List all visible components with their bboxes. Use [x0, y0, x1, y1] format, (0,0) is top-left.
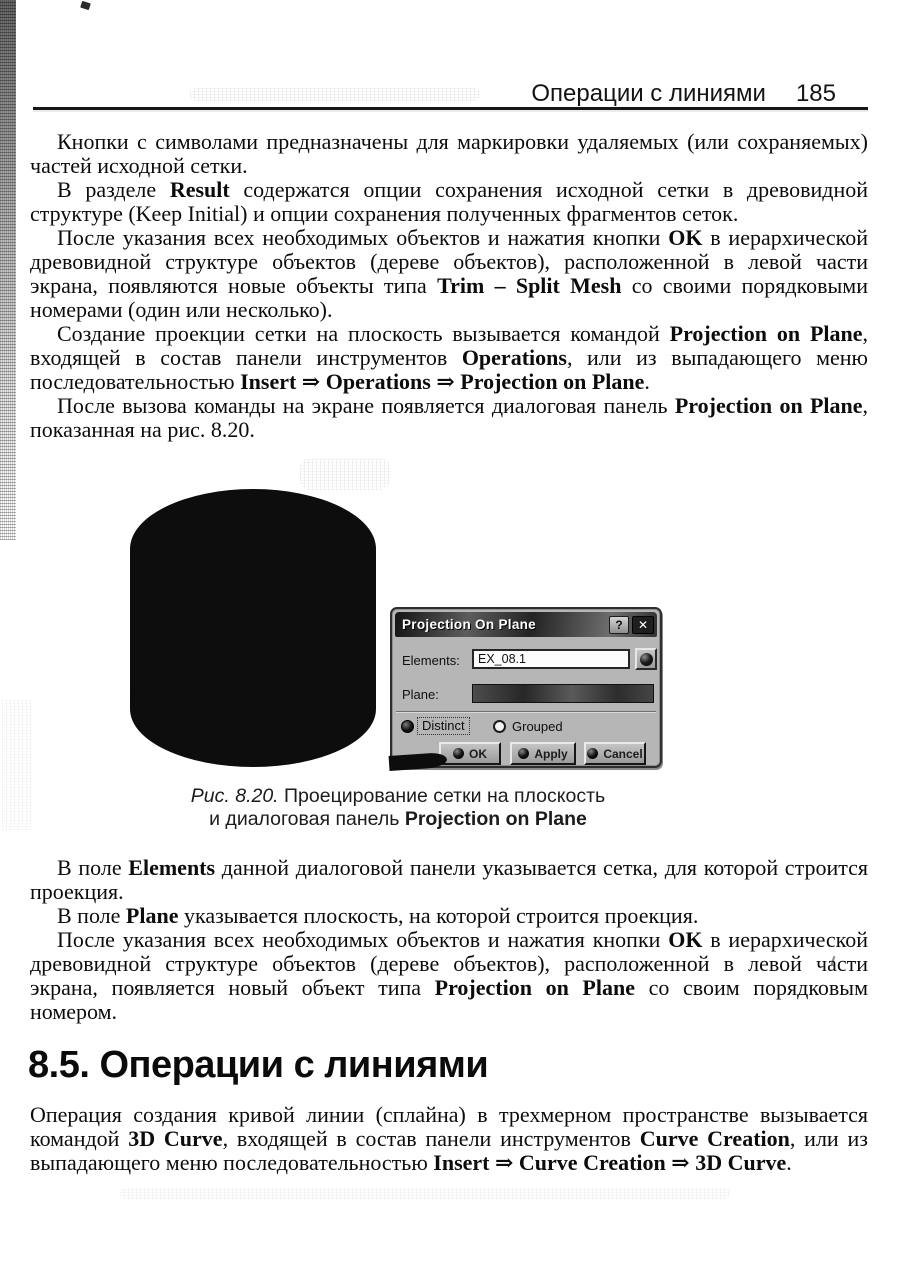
cancel-button-label: Cancel [603, 746, 643, 761]
page-number: 185 [795, 80, 836, 107]
paragraph-text: В поле [57, 903, 126, 928]
bold-term: Curve Creation [639, 1126, 790, 1151]
running-head [531, 80, 836, 108]
paragraph-text: содержатся опции сохранения исходной сетки в древовидной структуре (Keep Initial) и опции сохранения полученных фрагментов сеток. [30, 177, 868, 226]
apply-button[interactable] [510, 742, 576, 765]
ok-button[interactable] [439, 742, 501, 765]
paragraph [30, 130, 868, 178]
dialog-titlebar[interactable] [395, 612, 657, 637]
body-text-middle [30, 856, 868, 1024]
paragraph-text: После вызова команды на экране появляется диалоговая панель [57, 393, 675, 418]
projection-on-plane-dialog [390, 607, 662, 768]
cancel-button[interactable] [584, 742, 646, 765]
paragraph-text: , показанная на рис. 8.20. [30, 393, 869, 442]
scan-blob [389, 752, 448, 771]
bold-term: Projection on Plane [669, 321, 863, 346]
bold-term: OK [668, 927, 703, 952]
paragraph [30, 856, 868, 904]
bold-term: Insert ⇒ Curve Creation ⇒ 3D Curve [433, 1150, 787, 1175]
scan-mark [80, 1, 91, 10]
running-head-title: Операции с линиями [531, 80, 766, 107]
scan-smudge [120, 1188, 730, 1199]
ok-button-label: OK [469, 746, 487, 761]
bold-term: Insert ⇒ Operations ⇒ Projection on Plane [240, 369, 645, 394]
paragraph [30, 226, 868, 322]
elements-input[interactable]: EX_08.1 [472, 649, 630, 669]
plane-label: Plane: [402, 687, 439, 702]
bold-term: Projection on Plane [434, 975, 635, 1000]
paragraph-text: Создание проекции сетки на плоскость вызывается командой [57, 321, 670, 346]
button-dot-icon [587, 748, 598, 759]
body-text-top [30, 130, 868, 442]
bold-term: Elements [128, 855, 216, 880]
body-text-bottom [30, 1103, 868, 1175]
caption-text: и диалоговая панель [209, 808, 405, 830]
paragraph-text: в иерархической древовидной структуре объектов (дереве объектов), расположенной в левой части экрана, появляются новые объекты типа [30, 225, 868, 298]
cylinder-mesh-image [128, 487, 378, 769]
paragraph [30, 178, 868, 226]
bold-term: Trim – Split Mesh [437, 273, 622, 298]
paragraph-text: , или из выпадающего меню последовательностью [30, 345, 868, 394]
paragraph-text: данной диалоговой панели указывается сетка, для которой строится проекция. [30, 855, 868, 904]
element-picker-button[interactable] [635, 648, 657, 670]
paragraph-text: , входящей в состав панели инструментов [30, 321, 868, 370]
paragraph-text: в иерархической древовидной структуре объектов (дереве объектов), расположенной в левой части экрана, появляется новый объект типа [30, 927, 868, 1000]
paragraph-text: указывается плоскость, на которой строится проекция. [178, 903, 699, 928]
radio-grouped[interactable] [493, 720, 506, 733]
button-dot-icon [453, 748, 464, 759]
caption-bold-term: Projection on Plane [404, 808, 587, 830]
scan-smudge [190, 88, 480, 101]
caption-text: Проецирование сетки на плоскость [278, 785, 606, 807]
paragraph [30, 322, 868, 394]
elements-label: Elements: [402, 653, 460, 668]
header-rule [33, 107, 868, 110]
dialog-title: Projection On Plane [402, 617, 536, 632]
paragraph [30, 904, 868, 928]
paragraph-text: . [786, 1150, 792, 1175]
bold-term: Projection on Plane [674, 393, 863, 418]
radio-distinct[interactable] [401, 720, 414, 733]
paragraph-text: В разделе [57, 177, 170, 202]
bold-term: Result [169, 177, 230, 202]
section-heading: 8.5. Операции с линиями [28, 1044, 489, 1086]
paragraph-text: Операция создания кривой линии (сплайна) в трехмерном пространстве вызывается командой [30, 1102, 868, 1151]
dialog-separator [396, 711, 656, 712]
paragraph [30, 928, 868, 1024]
paragraph [30, 1103, 868, 1175]
close-icon[interactable]: ✕ [632, 616, 654, 634]
apply-button-label: Apply [534, 746, 568, 761]
paragraph-text: В поле [57, 855, 129, 880]
paragraph-text: со своими порядковыми номерами (один или несколько). [30, 273, 869, 322]
radio-distinct-label[interactable]: Distinct [417, 717, 470, 735]
bold-term: Operations [461, 345, 567, 370]
help-button[interactable]: ? [609, 616, 629, 634]
paragraph [30, 394, 868, 442]
plane-input[interactable] [472, 684, 654, 703]
figure-8-20 [0, 455, 897, 785]
bold-term: 3D Curve [128, 1126, 223, 1151]
paragraph-text: После указания всех необходимых объектов и нажатия кнопки [57, 225, 669, 250]
bold-term: OK [668, 225, 703, 250]
sphere-icon [640, 653, 653, 666]
figure-caption [138, 785, 658, 831]
radio-grouped-label[interactable]: Grouped [512, 719, 563, 734]
paragraph-text: Кнопки с символами предназначены для маркировки удаляемых (или сохраняемых) частей исходной сетки. [30, 129, 868, 178]
paragraph-text: После указания всех необходимых объектов и нажатия кнопки [57, 927, 669, 952]
paragraph-text: . [644, 369, 650, 394]
paragraph-text: , или из выпадающего меню последовательностью [30, 1126, 868, 1175]
figure-label: Рис. 8.20. [190, 785, 279, 807]
paragraph-text: со своим порядковым номером. [30, 975, 869, 1024]
button-dot-icon [518, 748, 529, 759]
paragraph-text: , входящей в состав панели инструментов [222, 1126, 640, 1151]
bold-term: Plane [125, 903, 179, 928]
